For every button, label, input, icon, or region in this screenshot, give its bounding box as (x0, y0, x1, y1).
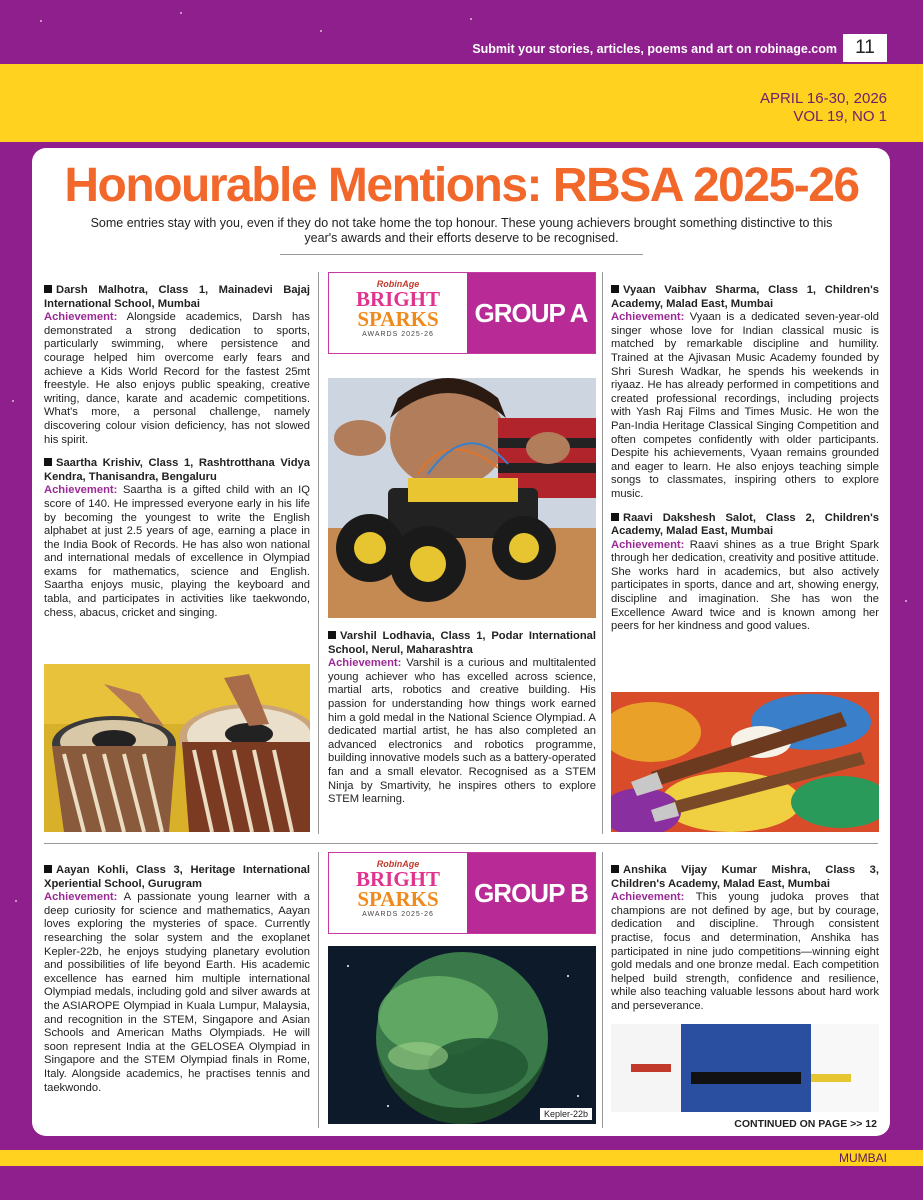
image-caption: Kepler-22b (540, 1108, 592, 1120)
entry-darsh (44, 284, 310, 447)
bullet-square-icon (44, 458, 52, 466)
decor-dot (905, 600, 907, 602)
column-divider (318, 272, 319, 834)
decor-dot (12, 400, 14, 402)
middle-column-text (328, 630, 596, 817)
group-a-label: GROUP A (467, 273, 595, 353)
bullet-square-icon (611, 285, 619, 293)
entry-text: Alongside academics, Darsh has demonstrated a strong dedication to sports, particularly swimming, where persistence and courage helped him overcome early fears and achieve a Kids World Record for the fastest 25mt freestyle. He also enjoys public speaking, creative writing, dance, karate and academic competitions. What's more, a personal challenge, namely discovering colour vision deficiency, has not slowed his spirit. (44, 311, 310, 446)
entry-aayan (44, 864, 310, 1095)
entry-text: This young judoka proves that champions are not defined by age, but by courage, dedication and discipline. Through consistent practise, focus and determination, Anshika has participated in nine judo competitions—winning eight gold medals and one bronze medal. Each competition helped build strength, confidence and resilience, while also teaching valuable lessons about hard work and perseverance. (611, 891, 879, 1012)
group-a-badge (328, 272, 596, 354)
judo-photo (611, 1024, 879, 1112)
column-divider (602, 852, 603, 1128)
entry-name: Raavi Dakshesh Salot, Class 2, Children's Academy, Malad East, Mumbai (611, 511, 879, 538)
right-column-top (611, 284, 879, 644)
section-divider (44, 843, 878, 844)
bullet-square-icon (611, 513, 619, 521)
entry-raavi (611, 512, 879, 634)
column-divider (318, 852, 319, 1128)
bullet-square-icon (328, 631, 336, 639)
entry-anshika (611, 864, 879, 1014)
achievement-label: Achievement: (611, 538, 685, 551)
right-column-bottom (611, 864, 879, 1024)
entry-text: Vyaan is a dedicated seven-year-old singer whose love for Indian classical music is matched by remarkable discipline and humility. Trained at the Ajivasan Music Academy founded by Shri Suresh Wadkar, he spends his weekends in riyaaz. He has already performed in competitions and created professional recordings, including projects with Yash Raj Films and Times Music. He won the Pan-India Heritage Classical Singing Competition and often competes confidently with older participants. Despite his achievements, Vyaan remains grounded and eager to learn. He also enjoys teaching simple songs to classmates, inspiring others to explore music. (611, 311, 880, 500)
decor-dot (40, 20, 42, 22)
entry-name: Darsh Malhotra, Class 1, Mainadevi Bajaj International School, Mumbai (44, 284, 310, 310)
tabla-photo (44, 664, 310, 832)
decor-dot (320, 30, 322, 32)
bullet-square-icon (44, 285, 52, 293)
bright-sparks-logo: RobinAge BRIGHT SPARKS AWARDS 2025-26 (355, 279, 441, 338)
page-number: 11 (843, 34, 887, 62)
entry-text: Varshil is a curious and multitalented young achiever who has excelled across science, martial arts, robotics and creative building. His passion for understanding how things work earned him a gold medal in the National Science Olympiad. A dedicated martial artist, he has also completed an advanced electronics and robotics programme, building innovative models such as a battery-operated fan and a small elevator. Recognised as a STEM Ninja by Smartivity, he inspires others to explore STEM learning. (328, 657, 597, 806)
entry-name: Anshika Vijay Kumar Mishra, Class 3, Children's Academy, Malad East, Mumbai (611, 864, 879, 890)
entry-saartha (44, 457, 310, 620)
decor-dot (470, 18, 472, 20)
column-divider (602, 272, 603, 834)
continued-note[interactable]: CONTINUED ON PAGE >> 12 (734, 1118, 877, 1130)
bullet-square-icon (44, 865, 52, 873)
issue-info (760, 90, 887, 126)
left-column-top (44, 284, 310, 630)
achievement-label: Achievement: (611, 891, 685, 904)
entry-text: A passionate young learner with a deep curiosity for science and mathematics, Aayan loves exploring the mysteries of space. Currently researching the solar system and the exoplanet Kepler-22b, he enjoys studying planetary evolution and possibilities of life beyond Earth. His academic excellence has earned him multiple international Olympiad medals, including gold and silver awards at the ASIAROPE Olympiad in Kuala Lumpur, Malaysia, and recognition in the STEM, Singapore and Asian Schools and American Maths Olympiads. He will soon represent India at the GELOSEA Olympiad in Singapore and the STEM Olympiad finals in Rome, Italy. Alongside academics, he practises tennis and taekwondo. (44, 891, 311, 1094)
entry-varshil (328, 630, 596, 807)
intro-text: Some entries stay with you, even if they do not take home the top honour. These young achievers brought something distinctive to this year's awards and their efforts deserve to be recognised. (90, 216, 833, 245)
entry-name: Saartha Krishiv, Class 1, Rashtrotthana Vidya Kendra, Thanisandra, Bengaluru (44, 457, 310, 483)
entry-text: Raavi shines as a true Bright Spark through her dedication, creativity and positive attitude. She works hard in academics, but also actively participates in sports, dance and art, showing energy, discipline and imagination. She has won the Excellence Award twice and is known among her peers for her kindness and good values. (611, 538, 880, 633)
group-b-label: GROUP B (467, 853, 595, 933)
achievement-label: Achievement: (328, 657, 402, 670)
achievement-label: Achievement: (44, 311, 118, 324)
decor-dot (180, 12, 182, 14)
entry-name: Varshil Lodhavia, Class 1, Podar International School, Nerul, Maharashtra (328, 630, 596, 656)
submit-line: Submit your stories, articles, poems and art on robinage.com (472, 42, 837, 56)
decor-dot (15, 900, 17, 902)
achievement-label: Achievement: (44, 484, 118, 497)
bottom-band (0, 1150, 923, 1166)
group-b-badge (328, 852, 596, 934)
kepler-planet-photo (328, 946, 596, 1124)
robot-car-photo (328, 378, 596, 618)
intro-divider (280, 254, 643, 255)
left-column-bottom (44, 864, 310, 1105)
achievement-label: Achievement: (611, 311, 685, 324)
entry-name: Aayan Kohli, Class 3, Heritage International Xperiential School, Gurugram (44, 864, 310, 890)
achievement-label: Achievement: (44, 891, 118, 904)
edition-city: MUMBAI (839, 1151, 887, 1165)
entry-vyaan (611, 284, 879, 502)
paint-brushes-photo (611, 692, 879, 832)
entry-name: Vyaan Vaibhav Sharma, Class 1, Children's Academy, Malad East, Mumbai (611, 284, 879, 310)
bullet-square-icon (611, 865, 619, 873)
issue-volume: VOL 19, NO 1 (793, 108, 887, 125)
issue-date: APRIL 16-30, 2026 (759, 90, 887, 107)
bright-sparks-logo: RobinAge BRIGHT SPARKS AWARDS 2025-26 (355, 859, 441, 918)
headline: Honourable Mentions: RBSA 2025-26 (64, 159, 859, 212)
entry-text: Saartha is a gifted child with an IQ score of 140. He impressed everyone early in his life by becoming the youngest to write the English alphabet at just 2.5 years of age, earning a place in the India Book of Records. He has also won national and international medals of excellence in Olympiad exams for mathematics, science and English. Saartha enjoys music, playing the keyboard and tabla, and participates in activities like taekwondo, chess, abacus, cricket and singing. (44, 484, 310, 619)
